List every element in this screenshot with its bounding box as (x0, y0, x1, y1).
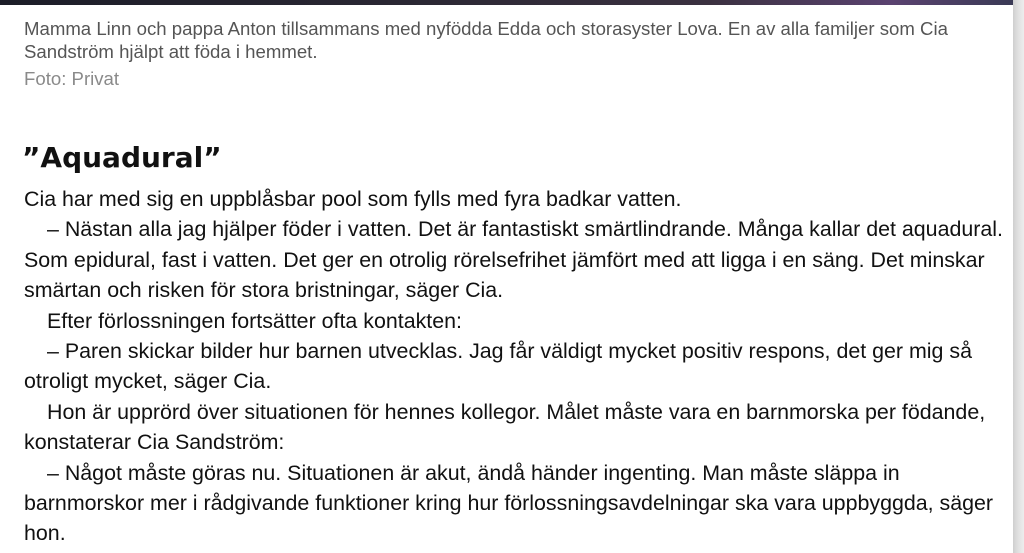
paragraph: Hon är upprörd över situationen för hennes kollegor. Målet måste vara en barnmorska per födande, konstaterar Cia Sandström: (24, 399, 986, 455)
article-body (24, 184, 1009, 549)
photo-credit: Foto: Privat (24, 68, 120, 89)
paragraph: – Paren skickar bilder hur barnen utvecklas. Jag får väldigt mycket positiv respons, det ger mig så otroligt mycket, säger Cia. (24, 339, 972, 394)
paragraph: – Något måste göras nu. Situationen är akut, ändå händer ingenting. Man måste släppa in barnmorskor mer i rådgivande funktioner kring hur förlossningsavdelningar ska vara uppbyggda, säger hon. (24, 460, 994, 546)
paragraph: Efter förlossningen fortsätter ofta kontakten: (47, 308, 462, 333)
paragraph: Cia har med sig en uppblåsbar pool som fylls med fyra badkar vatten. (24, 187, 682, 211)
page-scroll-edge (1013, 0, 1024, 553)
paragraph: – Nästan alla jag hjälper föder i vatten. Det är fantastiskt smärtlindrande. Många kallar det aquadural. Som epidural, fast i vatten. Det ger en otrolig rörelsefrihet jämfört med att ligga i en säng. Det minskar smärtan och risken för stora bristningar, säger Cia. (24, 217, 1003, 303)
section-heading: ”Aquadural” (22, 141, 222, 174)
photo-caption: Mamma Linn och pappa Anton tillsammans med nyfödda Edda och storasyster Lova. En av alla familjer som Cia Sandström hjälpt att föda i hemmet. (24, 18, 948, 62)
photo-bottom-edge (0, 0, 1013, 5)
